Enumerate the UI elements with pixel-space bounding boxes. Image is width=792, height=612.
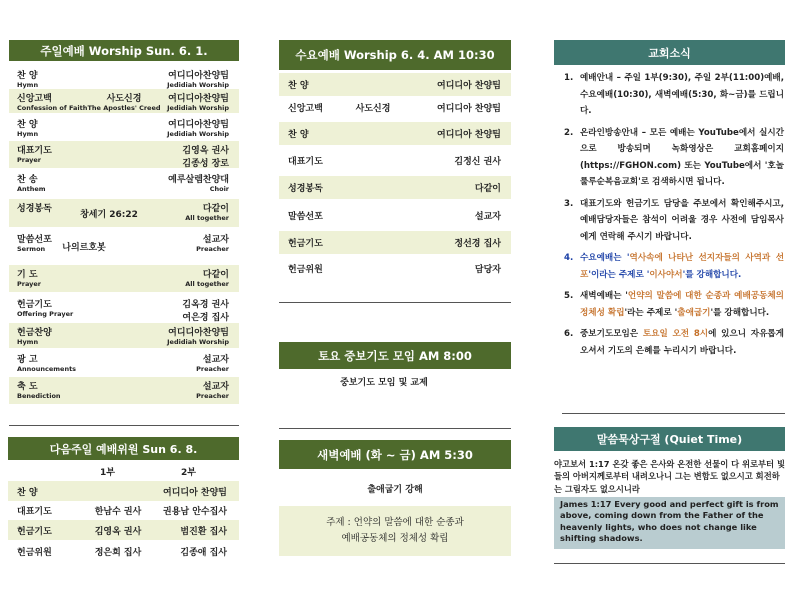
sunday-order-leader-cell [167, 68, 229, 89]
sunday-order-label-cell [17, 352, 76, 373]
next-week-first-service: 정은희 집사 [94, 547, 142, 558]
wednesday-worship-title: 수요예배 Worship 6. 4. AM 10:30 [295, 48, 495, 62]
church-news-highlight: 역사속에 나타난 선지자들의 사역과 선포 [580, 253, 784, 280]
wednesday-order-leader: 담당자 [474, 265, 501, 275]
church-news-item [562, 326, 784, 359]
church-news-text: 새벽예배는 ' [580, 291, 628, 301]
dawn-worship-book: 출애굽기 강해 [367, 485, 423, 495]
sunday-order-label: 성경봉독 [17, 204, 52, 214]
dawn-theme-line1: 주제 : 언약의 말씀에 대한 순종과 [326, 517, 464, 528]
church-news-text: 중보기도모임은 [580, 329, 643, 339]
church-news-text: '를 강해합니다. [710, 307, 770, 318]
sunday-order-leader-sub: Jedidiah Worship [167, 104, 229, 112]
sunday-order-leader-cell [167, 117, 229, 138]
church-news-text: 대표기도와 헌금기도 담당을 주보에서 확인해주시고, 예배담당자들은 참석이 어려울 경우 사전에 담임목사에게 연락해 주시기 바랍니다. [580, 198, 784, 242]
sunday-order-label: 축 도 [17, 382, 38, 392]
sunday-order-label-cell [17, 297, 73, 318]
next-week-role: 헌금위원 [17, 547, 52, 558]
sunday-order-label-en: Hymn [17, 130, 39, 138]
right-divider-2 [554, 563, 785, 564]
sunday-order-label-en: Hymn [17, 81, 39, 89]
sunday-order-label-en: Announcements [17, 365, 77, 373]
sunday-order-leader-cell [185, 267, 229, 288]
sunday-order-row [9, 377, 239, 404]
church-news-highlight: 이사야서 [649, 269, 683, 280]
sunday-order-leader-sub: 여은경 집사 [182, 313, 229, 323]
sunday-order-row [9, 89, 239, 113]
sunday-order-label-en: Anthem [17, 185, 46, 193]
sunday-order-leader: 예루살렘찬양대 [168, 175, 229, 185]
next-week-role: 찬 양 [17, 487, 38, 498]
saturday-prayer-desc: 중보기도 모임 및 교제 [340, 378, 428, 388]
sunday-order-row [9, 350, 239, 375]
church-news-highlight: 언약의 말씀에 대한 순종과 예배공동체의 정체성 확립 [580, 291, 784, 318]
church-news-item [562, 196, 784, 246]
wednesday-order-label: 신앙고백 [288, 104, 323, 114]
sunday-order-leader-cell [196, 379, 229, 400]
sunday-order-label: 말씀선포 [17, 235, 52, 245]
sunday-order-leader: 김영옥 권사 [182, 146, 229, 156]
sunday-order-label: 헌금찬양 [17, 328, 52, 338]
sunday-order-leader-sub: All together [185, 214, 229, 222]
sunday-order-leader-sub: Jedidiah Worship [167, 81, 229, 89]
sunday-worship-title: 주일예배 Worship Sun. 6. 1. [40, 43, 208, 58]
church-news-number: 6. [564, 329, 574, 339]
sunday-order-leader-sub: Choir [209, 185, 229, 193]
sunday-order-leader-sub: Preacher [196, 365, 229, 373]
sunday-order-leader-cell [182, 297, 229, 323]
wednesday-order-label: 헌금기도 [288, 239, 323, 249]
sunday-order-leader: 여디디아찬양팀 [168, 120, 229, 130]
sunday-order-label-cell [17, 267, 41, 288]
church-news-text: '이라는 주제로 ' [588, 269, 650, 280]
quiet-time-korean-verse: 야고보서 1:17 온갖 좋은 은사와 온전한 선물이 다 위로부터 빛들의 아버지께로부터 내려오나니 그는 변함도 없으시고 회전하는 그림자도 없으시니라 [554, 459, 785, 494]
wednesday-order-leader: 여디디아 찬양팀 [437, 104, 501, 114]
sunday-order-label: 신앙고백 [17, 94, 52, 104]
sunday-order-middle-en: The Apostles' Creed [87, 104, 161, 112]
sunday-order-label-en: Benediction [17, 392, 61, 400]
sunday-order-middle: 사도신경 [106, 94, 142, 104]
church-news-text: 에 있으니 자유롭게 오셔서 기도의 은혜를 누리시기 바랍니다. [580, 329, 784, 356]
wednesday-order-row [279, 231, 511, 254]
next-week-role: 대표기도 [17, 506, 52, 517]
wednesday-order-label: 성경봉독 [288, 184, 323, 194]
sunday-order-row [9, 66, 239, 88]
sunday-order-row [9, 170, 239, 196]
church-news-number: 2. [564, 127, 574, 138]
wednesday-order-label: 찬 양 [288, 81, 309, 91]
sunday-order-label-en: Prayer [17, 280, 42, 288]
wednesday-order-label: 말씀선포 [288, 212, 323, 222]
church-news-title: 교회소식 [648, 46, 691, 60]
sunday-order-leader: 여디디아찬양팀 [168, 328, 229, 338]
sunday-order-leader: 김옥경 권사 [182, 300, 229, 310]
sunday-order-row [9, 295, 239, 321]
sunday-order-row [9, 199, 239, 227]
church-news-number: 3. [564, 198, 574, 209]
church-news-number: 4. [564, 253, 574, 263]
church-news-item [562, 250, 784, 283]
sunday-order-label: 찬 송 [17, 175, 38, 185]
sunday-order-leader-sub: 김종성 장로 [182, 159, 229, 169]
sunday-order-leader-sub: Jedidiah Worship [167, 338, 229, 346]
sunday-order-row [9, 141, 239, 168]
sunday-order-label-cell [17, 172, 46, 193]
church-news-text: 온라인방송안내 – 모든 예배는 YouTube에서 실시간으로 방송되며 녹화영상은 교회홈페이지(https://FGHON.com) 또는 YouTube에서 '호놀룰루순복음교회'로 검색하시면 됩니다. [580, 127, 784, 187]
wednesday-order-label: 헌금위원 [288, 265, 323, 275]
wednesday-order-row [279, 176, 511, 199]
sunday-order-leader-cell [167, 325, 229, 346]
church-news-highlight: 토요일 오전 8시 [642, 329, 709, 339]
sunday-order-label: 찬 양 [17, 120, 38, 130]
church-news-list [562, 70, 784, 364]
sunday-order-leader: 여디디아찬양팀 [168, 94, 229, 104]
wednesday-order-leader: 김정신 권사 [454, 157, 501, 167]
sunday-order-leader-cell [196, 232, 229, 253]
wednesday-order-leader: 여디디아 찬양팀 [437, 81, 501, 91]
church-news-text: '를 강해합니다. [682, 269, 742, 280]
church-news-item [562, 125, 784, 191]
sunday-order-leader: 여디디아찬양팀 [168, 71, 229, 81]
wednesday-order-row [279, 149, 511, 172]
sunday-order-label-en: Prayer [17, 156, 42, 164]
next-week-title: 다음주일 예배위원 Sun 6. 8. [49, 442, 198, 456]
saturday-prayer-header [279, 342, 511, 369]
dawn-theme-box [279, 506, 511, 556]
sunday-order-label: 대표기도 [17, 146, 52, 156]
wednesday-order-leader: 여디디아 찬양팀 [437, 130, 501, 140]
left-divider [9, 425, 239, 426]
church-news-text: '라는 주제로 ' [624, 307, 678, 318]
sunday-order-label: 헌금기도 [17, 300, 52, 310]
sunday-order-leader: 다같이 [202, 270, 229, 280]
sunday-order-row [9, 323, 239, 348]
next-week-row [8, 520, 239, 540]
church-news-highlight: 출애굽기 [677, 307, 711, 318]
sunday-order-leader-cell [196, 352, 229, 373]
sunday-order-leader-sub: Jedidiah Worship [167, 130, 229, 138]
sunday-order-label-en: Sermon [17, 245, 46, 253]
sunday-order-middle: 나의르호봇 [62, 243, 106, 253]
quiet-time-title: 말씀묵상구절 (Quiet Time) [596, 433, 743, 446]
sunday-order-label-cell [17, 68, 38, 89]
dawn-worship-title: 새벽예배 (화 ~ 금) AM 5:30 [317, 447, 473, 462]
sunday-order-leader: 설교자 [202, 355, 229, 365]
sunday-order-leader-cell [185, 201, 229, 222]
wednesday-order-leader: 정선경 집사 [454, 239, 501, 249]
sunday-order-label-en: Confession of Faith [17, 104, 88, 112]
sunday-order-label: 찬 양 [17, 71, 38, 81]
sunday-order-leader: 설교자 [202, 382, 229, 392]
church-news-number: 5. [564, 291, 574, 301]
next-week-second-service: 권용남 안수집사 [163, 506, 227, 517]
next-week-second-service: 김종애 집사 [180, 547, 227, 558]
church-news-item [562, 70, 784, 120]
church-news-text: 수요예배는 ' [580, 253, 630, 263]
sunday-order-label-en: Hymn [17, 338, 39, 346]
next-week-second-service: 여디디아 찬양팀 [163, 487, 227, 498]
sunday-order-row [9, 265, 239, 292]
sunday-worship-header [9, 40, 239, 61]
sunday-order-label: 광 고 [17, 355, 38, 365]
sunday-order-row [9, 230, 239, 263]
church-news-number: 1. [564, 73, 574, 83]
sunday-order-middle-cell [0, 240, 199, 253]
sunday-order-label-cell [17, 143, 52, 164]
next-week-col2: 2부 [181, 468, 196, 478]
sunday-order-leader: 설교자 [202, 235, 229, 245]
wednesday-order-leader: 설교자 [474, 212, 501, 222]
wednesday-worship-header [279, 40, 511, 70]
wednesday-order-row [279, 96, 511, 119]
sunday-order-middle: 창세기 26:22 [80, 210, 138, 220]
next-week-col1: 1부 [100, 468, 115, 478]
wednesday-order-row [279, 122, 511, 145]
wednesday-order-middle: 사도신경 [355, 104, 391, 114]
sunday-order-label: 기 도 [17, 270, 38, 280]
next-week-second-service: 범진환 집사 [180, 526, 227, 537]
church-news-header [554, 40, 785, 65]
sunday-order-leader-cell [182, 143, 229, 169]
sunday-order-label-cell [17, 117, 38, 138]
sunday-order-label-cell [17, 325, 52, 346]
wednesday-order-row [279, 257, 511, 280]
next-week-row [8, 500, 239, 520]
wednesday-order-label: 대표기도 [288, 157, 323, 167]
sunday-order-leader-cell [168, 172, 229, 193]
sunday-order-leader: 다같이 [202, 204, 229, 214]
sunday-order-leader-sub: Preacher [196, 392, 229, 400]
right-divider-1 [562, 413, 785, 414]
quiet-time-english-verse: James 1:17 Every good and perfect gift is from above, coming down from the Father of the heavenly lights, who does not change like shifting shadows. [554, 497, 785, 549]
next-week-first-service: 한남수 권사 [94, 506, 142, 517]
dawn-theme-line2: 예배공동체의 정체성 확립 [341, 533, 449, 544]
sunday-order-label-en: Offering Prayer [17, 310, 74, 318]
wednesday-order-row [279, 204, 511, 227]
quiet-time-header [554, 427, 785, 451]
sunday-order-leader-cell [167, 91, 229, 112]
church-news-text: 예배안내 – 주일 1부(9:30), 주일 2부(11:00)예배, 수요예배(10:30), 새벽예배(5:30, 화~금)를 드립니다. [580, 73, 784, 116]
next-week-row [8, 541, 239, 561]
next-week-first-service: 김영옥 권사 [94, 526, 142, 537]
church-news-item [562, 288, 784, 321]
wednesday-order-leader: 다같이 [474, 184, 501, 194]
sunday-order-leader-sub: All together [185, 280, 229, 288]
next-week-header [8, 437, 239, 460]
next-week-row [8, 481, 239, 501]
middle-divider-2 [279, 428, 511, 429]
sunday-order-row [9, 115, 239, 139]
next-week-role: 헌금기도 [17, 526, 52, 537]
sunday-order-label-cell [17, 379, 61, 400]
middle-divider-1 [279, 302, 511, 303]
dawn-worship-header [279, 440, 511, 469]
wednesday-order-row [279, 73, 511, 96]
wednesday-order-label: 찬 양 [288, 130, 309, 140]
sunday-order-leader-sub: Preacher [196, 245, 229, 253]
saturday-prayer-title: 토요 중보기도 모임 AM 8:00 [318, 348, 472, 363]
